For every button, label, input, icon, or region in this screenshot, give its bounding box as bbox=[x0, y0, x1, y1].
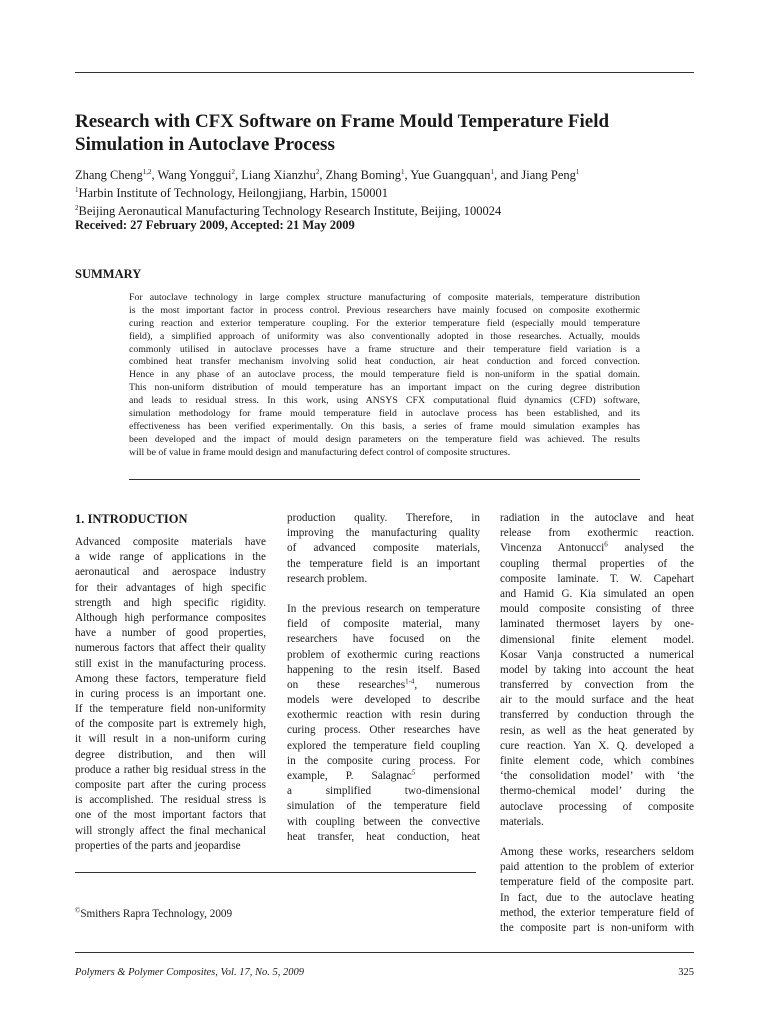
text-line bbox=[500, 541, 694, 556]
column-2 bbox=[287, 511, 480, 860]
author-name: , Wang Yonggui bbox=[151, 168, 232, 182]
text-line: dimensional finite element model. bbox=[500, 633, 694, 646]
author-name: , and Jiang Peng bbox=[493, 168, 576, 182]
text-line: and Hamid G. Kia simulated an open bbox=[500, 587, 694, 600]
author-block bbox=[75, 166, 694, 220]
text-line: it will result in a non-uniform curing bbox=[75, 733, 266, 746]
affiliation-text: Beijing Aeronautical Manufacturing Technology Research Institute, Beijing, 100024 bbox=[78, 204, 502, 218]
intro-paragraph-3 bbox=[500, 845, 694, 936]
text-line: aeronautical and aerospace industry bbox=[75, 566, 266, 579]
intro-paragraph-1-cont bbox=[287, 511, 480, 587]
text-line bbox=[287, 678, 480, 693]
text-run: performed bbox=[415, 770, 480, 782]
text-line: produce a rather big residual stress in the bbox=[75, 763, 266, 776]
paper-title bbox=[75, 110, 694, 156]
text-line: ‘the consolidation model’ with ‘the bbox=[500, 770, 694, 783]
intro-paragraph-1 bbox=[75, 535, 266, 854]
text-line: mould composite consisting of three bbox=[500, 603, 694, 616]
affiliation-text: Harbin Institute of Technology, Heilongjiang, Harbin, 150001 bbox=[78, 186, 388, 200]
text-line: Among these works, researchers seldom bbox=[500, 845, 694, 858]
text-line: will strongly affect the final mechanical bbox=[75, 824, 266, 837]
text-line: thermo-chemical model’ during the bbox=[500, 785, 694, 798]
text-line: coupling thermal properties of the bbox=[500, 557, 694, 570]
text-line: been developed and the impact of mould design parameters on the temperature field was achieved. The results bbox=[129, 433, 640, 445]
reference-mark: 6 bbox=[604, 541, 608, 549]
column-3 bbox=[500, 511, 694, 951]
text-line: radiation in the autoclave and heat bbox=[500, 512, 694, 524]
text-line: models were developed to describe bbox=[287, 694, 480, 707]
text-line: simulation of the temperature field bbox=[287, 800, 480, 813]
top-rule bbox=[75, 72, 694, 73]
journal-citation: Polymers & Polymer Composites, Vol. 17, No. 5, 2009 bbox=[75, 967, 304, 978]
text-line: combined heat transfer mechanism involving solid heat conduction, air heat conduction and forced convection. bbox=[129, 356, 640, 368]
text-run: , numerous bbox=[414, 678, 480, 691]
text-line: finite element code, which combines bbox=[500, 755, 694, 767]
text-line: In fact, due to the autoclave heating bbox=[500, 891, 694, 904]
text-line: This non-uniform distribution of mould temperature has an important impact on the curing degree distribution bbox=[129, 382, 640, 394]
text-line: materials. bbox=[500, 815, 544, 828]
text-line: temperature field of the composite part. bbox=[500, 876, 694, 889]
text-line: a wide range of applications in the bbox=[75, 551, 266, 564]
affiliation-mark: 2 bbox=[315, 167, 320, 176]
text-line: laminated thermoset layers by one- bbox=[500, 618, 694, 631]
affiliation-mark: 1 bbox=[400, 167, 405, 176]
text-line: Among these factors, temperature field bbox=[75, 672, 266, 685]
text-line: air to the mould surface and the heat bbox=[500, 694, 694, 707]
affiliation-mark: 1 bbox=[575, 167, 580, 176]
text-line: composite part after the curing process bbox=[75, 779, 266, 791]
text-line: numerous factors that affect their quality bbox=[75, 642, 266, 655]
text-line: and leads to residual stress. In this work, using ANSYS CFX computational fluid dynamics (CFD) software, bbox=[129, 395, 640, 407]
text-line: the composite part is non-uniform with bbox=[500, 921, 694, 934]
text-line: improving the manufacturing quality bbox=[287, 527, 480, 540]
intro-paragraph-2-cont bbox=[500, 511, 694, 830]
text-line: simulation methodology for frame mould temperature field in autoclave process has been established, and its bbox=[129, 408, 640, 420]
text-line bbox=[287, 769, 480, 784]
text-line: composite laminate. T. W. Capehart bbox=[500, 572, 694, 585]
text-line: degree distribution, and then will bbox=[75, 748, 266, 761]
text-line: method, the exterior temperature field of bbox=[500, 906, 694, 919]
text-line: is accomplished. The residual stress is bbox=[75, 794, 266, 807]
reference-mark: 5 bbox=[411, 769, 416, 777]
text-line: problem of exothermic curing reactions bbox=[287, 648, 480, 661]
text-line: cure reaction. Yan X. Q. developed a bbox=[500, 739, 694, 752]
text-line: autoclave processing of composite bbox=[500, 800, 694, 813]
affiliation-mark: 2 bbox=[231, 167, 235, 176]
text-line: with coupling between the convective bbox=[287, 815, 480, 828]
text-line: Kosar Vanja constructed a numerical bbox=[500, 648, 694, 661]
text-line: explored the temperature field coupling bbox=[287, 739, 480, 752]
text-run: Vincenza Antonucci bbox=[500, 542, 605, 555]
author-name: , Liang Xianzhu bbox=[234, 168, 316, 182]
received-dates: Received: 27 February 2009, Accepted: 21 May 2009 bbox=[75, 218, 355, 232]
page-number: 325 bbox=[678, 967, 694, 978]
text-line: in the composite curing process. For bbox=[287, 754, 480, 767]
author-list bbox=[75, 166, 694, 184]
text-line: commonly utilised in autoclave processes have a frame structure and their temperature field variation is a bbox=[129, 343, 640, 355]
text-line: field of composite material, many bbox=[287, 618, 480, 631]
introduction-heading: 1. INTRODUCTION bbox=[75, 512, 188, 526]
text-line: research problem. bbox=[287, 572, 368, 585]
text-line: still exist in the manufacturing process. bbox=[75, 657, 266, 670]
copyright-notice bbox=[75, 908, 232, 920]
summary-rule bbox=[129, 479, 640, 480]
text-line: is the most important factor in process control. Previous researchers have mainly focused on composite exothermic bbox=[129, 304, 640, 316]
affiliation-mark: 1 bbox=[75, 185, 79, 194]
title-line: Simulation in Autoclave Process bbox=[75, 134, 335, 155]
text-line: one of the most important factors that bbox=[75, 809, 266, 822]
text-line: In the previous research on temperature bbox=[287, 602, 480, 615]
affiliation-mark: 1,2 bbox=[142, 167, 152, 176]
title-line: Research with CFX Software on Frame Mould Temperature Field bbox=[75, 111, 610, 132]
text-run: analysed the bbox=[607, 542, 694, 555]
text-line: of advanced composite materials, bbox=[287, 542, 480, 555]
text-line: production quality. Therefore, in bbox=[287, 512, 480, 524]
text-line: If the temperature field non-uniformity bbox=[75, 703, 266, 716]
intro-paragraph-2 bbox=[287, 602, 480, 845]
summary-heading: SUMMARY bbox=[75, 267, 142, 281]
summary-abstract bbox=[129, 292, 640, 460]
text-line: Advanced composite materials have bbox=[75, 536, 266, 548]
text-line: field), a simplified approach of uniformity was also conventionally adopted in those researches. Actually, moulds bbox=[129, 330, 640, 342]
text-line: a simplified two-dimensional bbox=[287, 785, 480, 798]
text-line: happening to the resin itself. Based bbox=[287, 663, 480, 676]
copyright-text: Smithers Rapra Technology, 2009 bbox=[80, 908, 233, 920]
text-line: model by taking into account the heat bbox=[500, 663, 694, 676]
text-line: resin, as well as the heat generated by bbox=[500, 724, 694, 737]
text-line: the temperature field is an important bbox=[287, 557, 480, 570]
text-line: transferred by conduction through the bbox=[500, 709, 694, 722]
text-line: exothermic reaction with resin during bbox=[287, 709, 480, 722]
column-1 bbox=[75, 512, 266, 869]
text-line: effectiveness has been verified experimentally. On this basis, a series of frame mould simulation examples has bbox=[129, 420, 640, 432]
footer-rule bbox=[75, 952, 694, 953]
copyright-symbol: © bbox=[75, 906, 81, 915]
author-name: , Zhang Boming bbox=[319, 168, 401, 182]
text-line: researchers have focused on the bbox=[287, 633, 480, 646]
text-line: properties of the parts and jeopardise bbox=[75, 839, 241, 852]
text-line: release from exothermic reaction. bbox=[500, 527, 694, 540]
author-name: , Yue Guangquan bbox=[404, 168, 491, 182]
text-line: paid attention to the problem of exterior bbox=[500, 861, 694, 874]
affiliation-mark: 2 bbox=[75, 203, 79, 212]
text-line: transferred by convection from the bbox=[500, 679, 694, 692]
reference-mark: 1-4 bbox=[405, 677, 415, 686]
affiliation-1 bbox=[75, 184, 694, 202]
text-line: For autoclave technology in large complex structure manufacturing of composite materials, temperature distribution bbox=[129, 292, 640, 303]
affiliation-mark: 1 bbox=[490, 167, 494, 176]
text-line: Hence in any phase of an autoclave process, the mould temperature field is non-uniform in the spatial domain. bbox=[129, 369, 640, 381]
text-line: heat transfer, heat conduction, heat bbox=[287, 830, 480, 843]
footnote-rule bbox=[75, 872, 476, 873]
text-run: example, P. Salagnac bbox=[287, 770, 412, 782]
text-line: for their advantages of high specific bbox=[75, 581, 266, 594]
author-name: Zhang Cheng bbox=[75, 168, 143, 182]
text-line: have a number of good properties, bbox=[75, 627, 266, 640]
text-line: will be of value in frame mould design and manufacturing defect control of composite structures. bbox=[129, 446, 511, 458]
text-run: on these researches bbox=[287, 678, 406, 691]
text-line: strength and high specific rigidity. bbox=[75, 596, 266, 609]
text-line: curing reaction and exterior temperature coupling. For the exterior temperature field (especially mould temperature bbox=[129, 317, 640, 329]
text-line: in curing process is an important one. bbox=[75, 687, 266, 700]
text-line: curing process. Other researches have bbox=[287, 724, 480, 737]
text-line: Although high performance composites bbox=[75, 611, 266, 624]
text-line: of the composite part is extremely high, bbox=[75, 718, 266, 731]
